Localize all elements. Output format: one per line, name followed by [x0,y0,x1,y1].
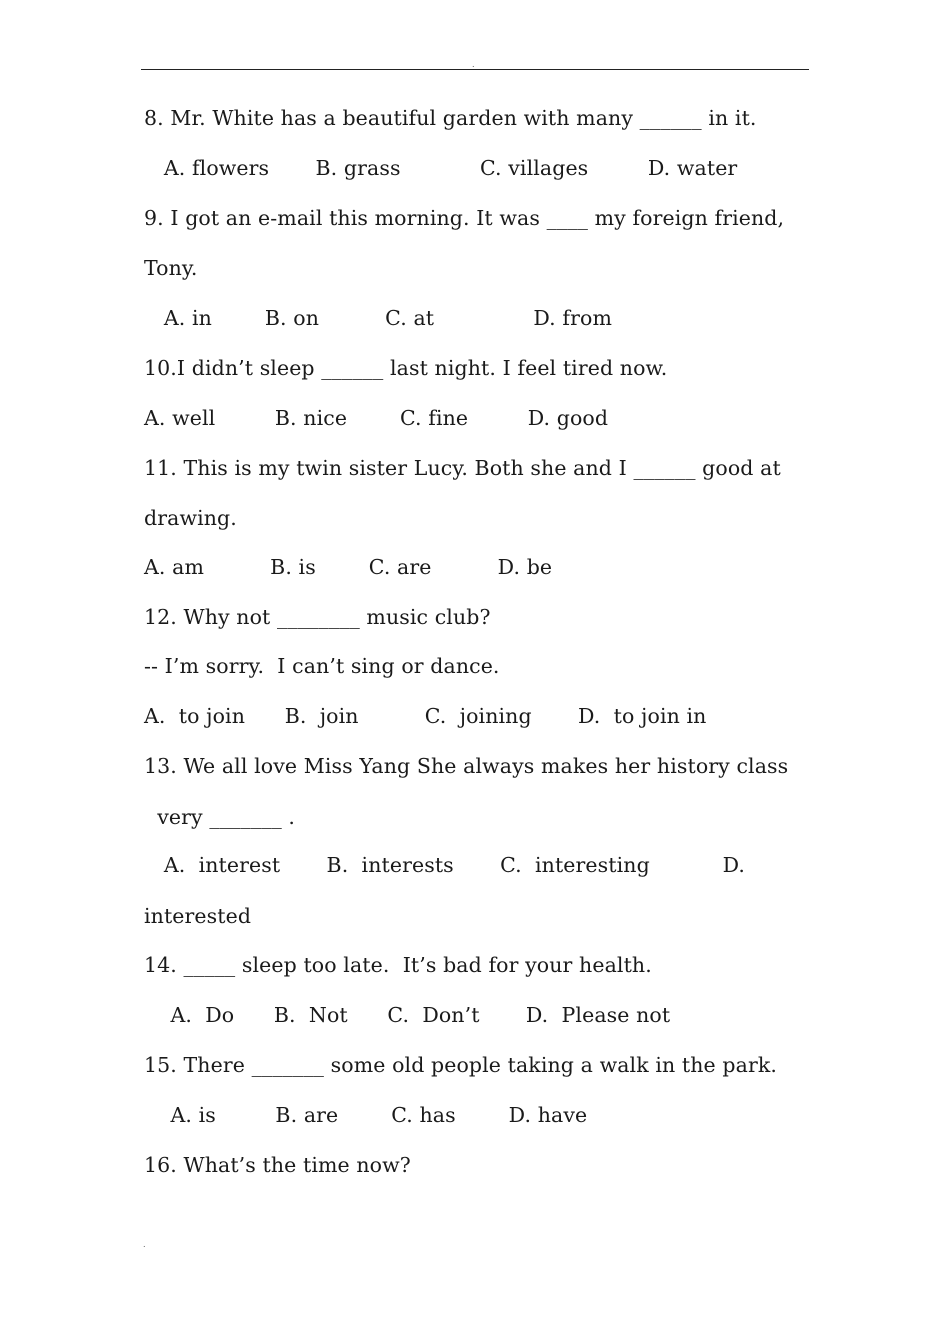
question-15-options: A. is B. are C. has D. have [144,1103,588,1127]
question-13-continued: very _______ . [144,805,296,829]
question-11-continued: drawing. [144,506,237,530]
question-12-response: -- I’m sorry. I can’t sing or dance. [144,654,500,678]
question-10: 10.I didn’t sleep ______ last night. I feel tired now. [144,356,668,380]
question-10-options: A. well B. nice C. fine D. good [144,406,609,430]
question-11-options: A. am B. is C. are D. be [144,555,553,579]
question-13-options-continued: interested [144,904,252,928]
question-9: 9. I got an e-mail this morning. It was ____ my foreign friend, [144,206,785,230]
question-11: 11. This is my twin sister Lucy. Both she and I ______ good at [144,456,781,480]
question-9-options: A. in B. on C. at D. from [144,306,612,330]
header-rule [141,69,809,70]
header-mark: . [472,60,475,69]
question-16: 16. What’s the time now? [144,1153,411,1177]
question-15: 15. There _______ some old people taking a walk in the park. [144,1053,777,1077]
question-8: 8. Mr. White has a beautiful garden with many ______ in it. [144,106,757,130]
question-12-options: A. to join B. join C. joining D. to join in [144,704,707,728]
question-13-options: A. interest B. interests C. interesting D. [144,853,746,877]
question-9-continued: Tony. [144,256,198,280]
question-12: 12. Why not ________ music club? [144,605,491,629]
question-14: 14. _____ sleep too late. It’s bad for your health. [144,953,652,977]
footer-mark: . [143,1240,146,1249]
question-13: 13. We all love Miss Yang She always makes her history class [144,754,789,778]
question-14-options: A. Do B. Not C. Don’t D. Please not [144,1003,671,1027]
question-8-options: A. flowers B. grass C. villages D. water [144,156,738,180]
